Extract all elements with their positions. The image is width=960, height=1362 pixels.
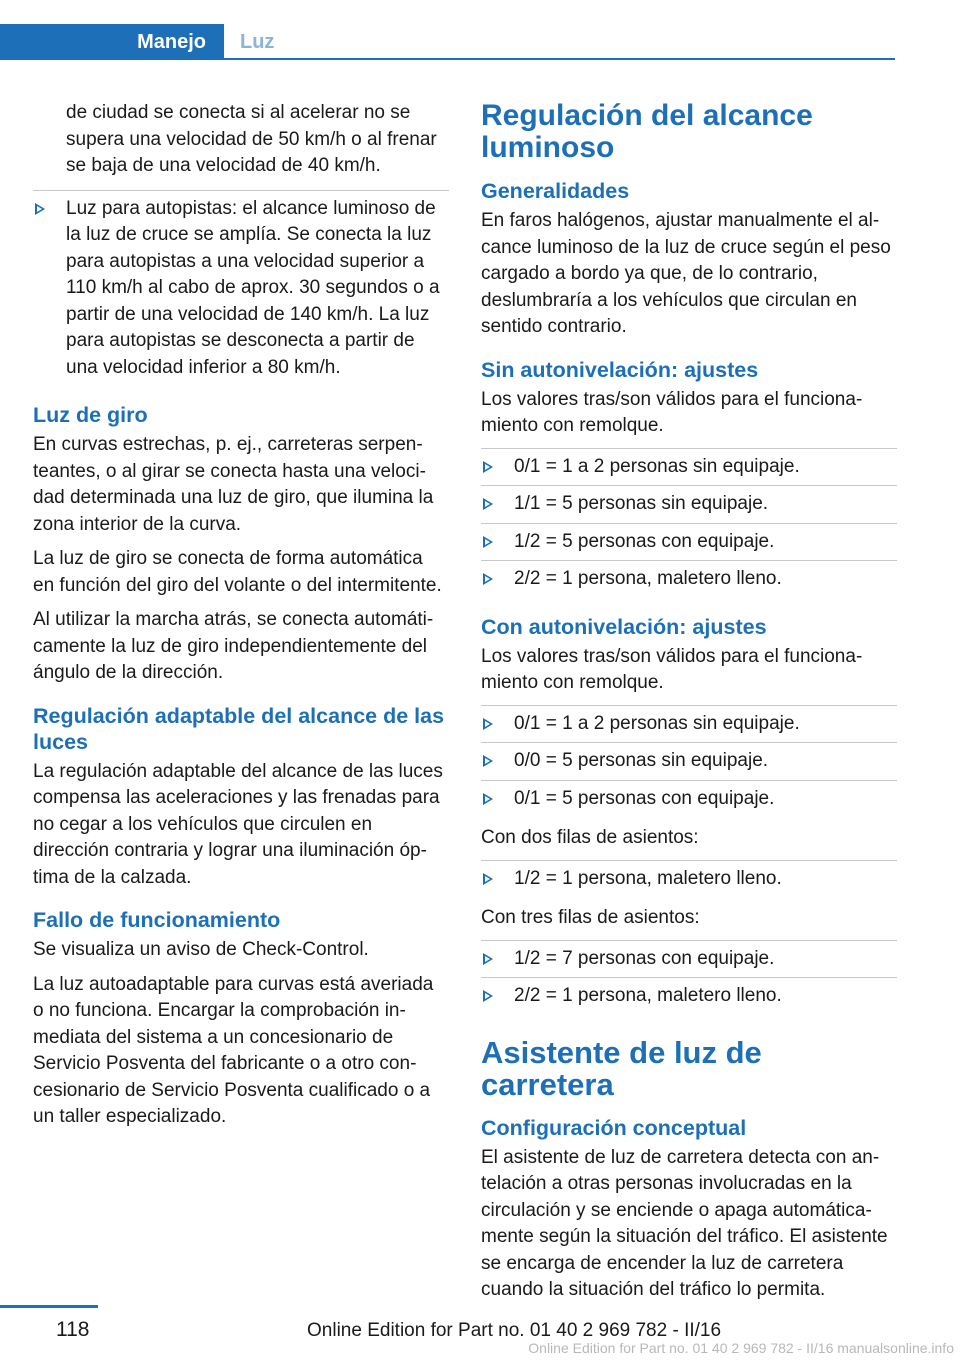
- heading-sin-autonivelacion: Sin autonivelación: ajustes: [481, 357, 759, 382]
- paragraph: Con dos filas de asientos:: [481, 827, 699, 848]
- left-column: [33, 100, 449, 1139]
- list-item-text: 1/2 = 7 personas con equipaje.: [514, 947, 775, 969]
- list-item: [481, 742, 897, 780]
- bullet-list: [481, 448, 897, 598]
- list-item: [481, 940, 897, 978]
- triangle-bullet-icon: [35, 203, 45, 215]
- triangle-bullet-icon: [483, 953, 493, 965]
- triangle-bullet-icon: [483, 536, 493, 548]
- heading-asistente-luz-carretera: Asistente de luz de carretera: [481, 1034, 762, 1102]
- bullet-list: [481, 705, 897, 818]
- paragraph: La regulación adaptable del alcance de las luces compensa las aceleraciones y las frenadas para no cegar a los vehículos que circulen en dirección contraria y lograr una iluminación óptima de la calzada.: [33, 760, 443, 888]
- list-item-text: 1/2 = 1 persona, maletero lleno.: [514, 867, 782, 889]
- list-item: [481, 448, 897, 486]
- list-item-text: 2/2 = 1 persona, maletero lleno.: [514, 985, 782, 1006]
- triangle-bullet-icon: [483, 498, 493, 510]
- bullet-list: [481, 940, 897, 1015]
- triangle-bullet-icon: [483, 990, 493, 1002]
- heading-configuracion-conceptual: Configuración conceptual: [481, 1115, 747, 1140]
- paragraph: El asistente de luz de carretera detecta con antelación a otras personas involucradas en la circulación y se enciende o apaga automáticamente según la situación del tráfico. El asistente se encarga de encender la luz de carretera cuando la situación del tráfico lo permita.: [481, 1146, 888, 1300]
- list-item-text: 0/0 = 5 personas sin equipaje.: [514, 750, 769, 771]
- list-item: [33, 190, 449, 387]
- heading-luz-de-giro: Luz de giro: [33, 403, 148, 427]
- list-item-text: Luz para autopistas: el alcance luminoso de la luz de cruce se amplía. Se conecta la luz para autopistas a una velocidad superior a 110 km/h al cabo de aprox. 30 segundos o a partir de una velocidad de 140 km/h. La luz para autopistas se desconecta a partir de una velocidad inferior a 80 km/h.: [66, 197, 440, 378]
- right-column: [481, 100, 897, 1312]
- triangle-bullet-icon: [483, 461, 493, 473]
- triangle-bullet-icon: [483, 793, 493, 805]
- list-item-text: 0/1 = 1 a 2 personas sin equipaje.: [514, 455, 800, 477]
- header-subsection-tab: [240, 24, 274, 60]
- edition-text: Online Edition for Part no. 01 40 2 969 782 - II/16: [307, 1320, 722, 1341]
- page-number: 118: [56, 1318, 90, 1341]
- list-item-text: 1/2 = 5 personas con equipaje.: [514, 530, 775, 552]
- paragraph: Se visualiza un aviso de Check-Control.: [33, 939, 369, 960]
- list-item: [481, 560, 897, 598]
- paragraph: La luz de giro se conecta de forma automática en función del giro del volante o del intermitente.: [33, 548, 442, 596]
- list-item: [481, 705, 897, 743]
- list-item-text: 0/1 = 1 a 2 personas sin equipaje.: [514, 712, 800, 734]
- heading-fallo: Fallo de funcionamiento: [33, 908, 281, 932]
- bullet-list: [481, 860, 897, 898]
- paragraph: Los valores tras/son válidos para el funcionamiento con remolque.: [481, 388, 863, 436]
- triangle-bullet-icon: [483, 718, 493, 730]
- list-item-text: 2/2 = 1 persona, maletero lleno.: [514, 568, 782, 589]
- triangle-bullet-icon: [483, 573, 493, 585]
- list-item: [481, 523, 897, 561]
- triangle-bullet-icon: [483, 755, 493, 767]
- heading-regulacion-alcance: Regulación del alcance luminoso: [481, 99, 813, 164]
- paragraph: La luz autoadaptable para curvas está averiada o no funciona. Encargar la comprobación inmediata del sistema a un concesionario de Servicio Posventa del fabricante o a otro concesionario de Servicio Posventa cualificado o a un taller especializado.: [33, 973, 434, 1127]
- paragraph: Al utilizar la marcha atrás, se conecta automáticamente la luz de giro independientemente del ángulo de la dirección.: [33, 609, 434, 683]
- list-item: [481, 860, 897, 898]
- paragraph: Los valores tras/son válidos para el funcionamiento con remolque.: [481, 645, 863, 693]
- list-item: [481, 780, 897, 818]
- continued-paragraph: de ciudad se conecta si al acelerar no se supera una velocidad de 50 km/h o al frenar se baja de una velocidad de 40 km/h.: [66, 102, 437, 176]
- list-item-text: 0/1 = 5 personas con equipaje.: [514, 787, 775, 809]
- watermark: Online Edition for Part no. 01 40 2 969 782 - II/16 manualsonline.info: [528, 1340, 954, 1356]
- paragraph: En curvas estrechas, p. ej., carreteras serpenteantes, o al girar se conecta hasta una velocidad determinada una luz de giro, que ilumina la zona interior de la curva.: [33, 434, 434, 535]
- header-section-label: Manejo: [137, 30, 206, 53]
- heading-regulacion-adaptable: Regulación adaptable del alcance de las luces: [33, 703, 445, 754]
- bullet-list: [33, 190, 449, 387]
- list-item: [481, 977, 897, 1015]
- footer-rule: [0, 1305, 98, 1308]
- header-subsection-label: Luz: [240, 30, 275, 53]
- list-item: [481, 485, 897, 523]
- triangle-bullet-icon: [483, 873, 493, 885]
- header-section-tab: [0, 24, 224, 60]
- heading-con-autonivelacion: Con autonivelación: ajustes: [481, 614, 767, 639]
- paragraph: Con tres filas de asientos:: [481, 907, 700, 928]
- paragraph: En faros halógenos, ajustar manualmente el alcance luminoso de la luz de cruce según el peso cargado a bordo ya que, de lo contrario, deslumbraría a los vehículos que circulan en sentido contrario.: [481, 210, 891, 337]
- heading-generalidades: Generalidades: [481, 179, 630, 203]
- list-item-text: 1/1 = 5 personas sin equipaje.: [514, 493, 769, 514]
